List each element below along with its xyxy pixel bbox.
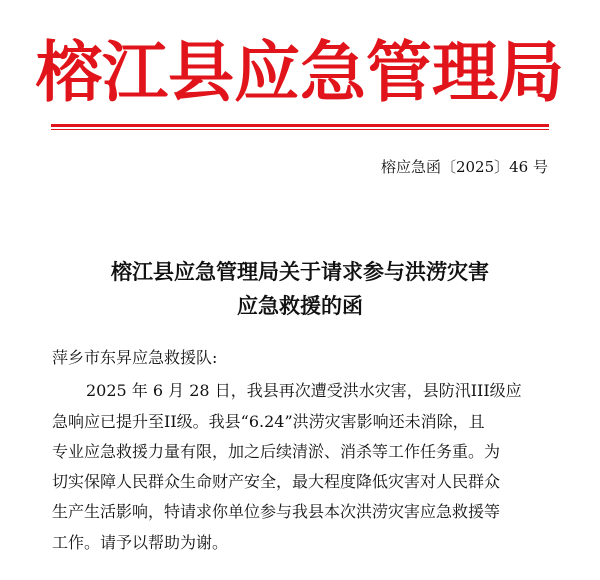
body-line: 专业应急救援力量有限，加之后续清淤、消杀等工作任务重。为 [52, 442, 501, 461]
body-line: 2025 年 6 月 28 日，我县再次遭受洪水灾害，县防汛III级应 [86, 381, 522, 400]
body-line: 急响应已提升至II级。我县“6.24”洪涝灾害影响还未消除，且 [52, 412, 485, 431]
document-title-line-1: 榕江县应急管理局关于请求参与洪涝灾害 [111, 260, 489, 284]
body-line: 切实保障人民群众生命财产安全，最大程度降低灾害对人民群众 [52, 472, 501, 491]
recipient-salutation: 萍乡市东昇应急救援队: [52, 348, 218, 367]
masthead-rule-thin [51, 129, 549, 130]
body-line: 生产生活影响，特请求你单位参与我县本次洪涝灾害应急救援等 [52, 502, 501, 521]
masthead-rule-thick [51, 124, 549, 127]
masthead-org-name: 榕江县应急管理局 [36, 32, 564, 111]
document-number: 榕应急函〔2025〕46 号 [380, 158, 548, 176]
document-title-line-2: 应急救援的函 [237, 294, 363, 318]
body-line: 工作。请予以帮助为谢。 [52, 533, 229, 552]
